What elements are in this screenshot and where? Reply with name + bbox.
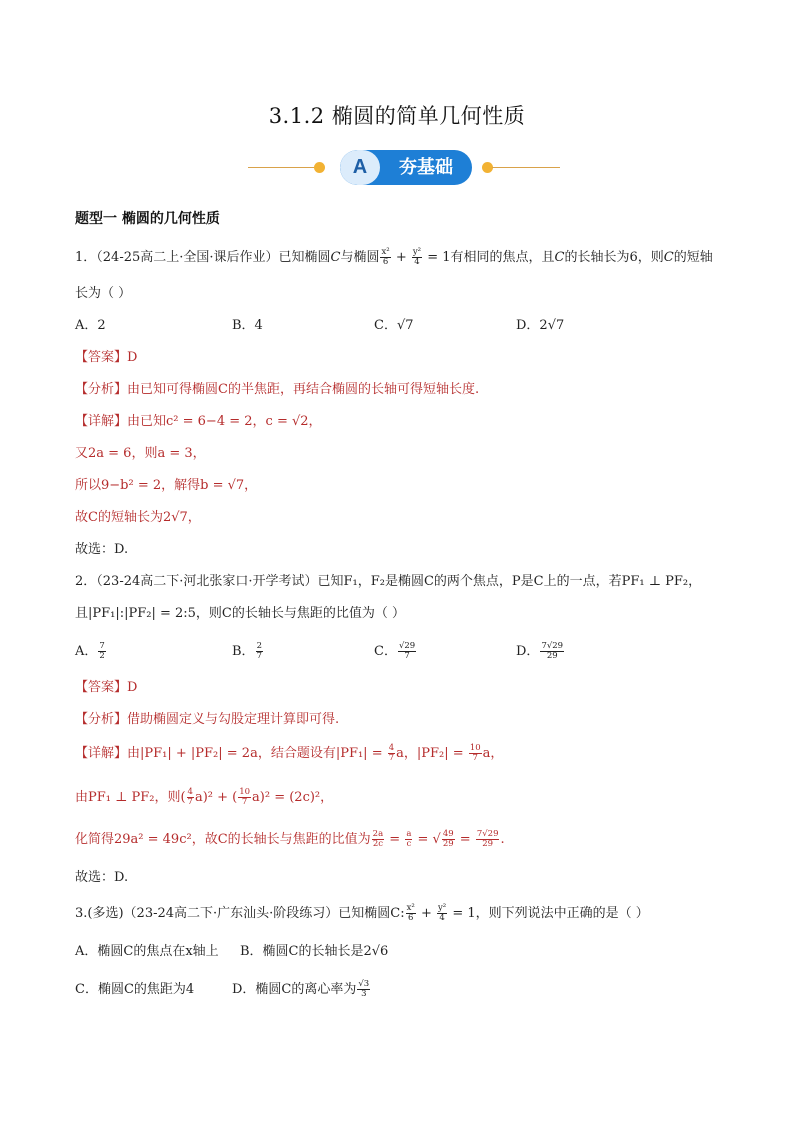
q2-analysis: 【分析】借助椭圆定义与勾股定理计算即可得.: [75, 712, 340, 727]
q3-option-c: C．椭圆C的焦距为4: [75, 982, 195, 997]
q3-option-d: D．椭圆C的离心率为 $\frac{√3}{3}$: [232, 979, 370, 999]
q2-option-b: B． $\frac{2}{7}$: [232, 641, 262, 661]
q2-detail-line2: 由PF₁ ⊥ PF₂，则( $\frac{4}{7}$ a)² + ( $\frac{10}{7}$ a)² = (2c)²，: [75, 787, 334, 807]
q2-option-d: D． $\frac{7√29}{29}$: [516, 641, 564, 661]
q1-answer: 【答案】D: [75, 350, 138, 365]
page-title: 3.1.2 椭圆的简单几何性质: [268, 104, 526, 128]
q2-option-a: A． $\frac{7}{2}$: [75, 641, 105, 661]
q1-analysis: 【分析】由已知可得椭圆C的半焦距，再结合椭圆的长轴可得短轴长度.: [75, 382, 480, 397]
q3-stem-line1: 3.(多选)（23-24高二下·广东汕头·阶段练习）已知椭圆C: $\frac{\text{x²}}{6}$ + $\frac{\text{y²}}{4}$ = 1，则下列说法中正确的是（ ）: [75, 903, 649, 923]
q1-option-b: B．4: [232, 318, 263, 333]
section-heading: 题型一 椭圆的几何性质: [75, 211, 220, 227]
q1-detail-line4: 故C的短轴长为2√7，: [75, 510, 201, 525]
q3-option-b: B．椭圆C的长轴长是2√6: [240, 944, 389, 959]
q2-detail-line3: 化简得29a² = 49c²，故C的长轴长与焦距的比值为 $\frac{2a}{2c}$ = $\frac{a}{c}$ = √ $\frac{49}{29}$ = $\frac{7√29}{29}$ .: [75, 829, 505, 849]
q1-frac-x: $\frac{\text{x²}}{6}$: [381, 247, 390, 267]
banner-line-right: [492, 167, 560, 168]
q2-answer: 【答案】D: [75, 680, 138, 695]
banner-line-left: [248, 167, 316, 168]
q1-detail-line2: 又2a = 6，则a = 3，: [75, 446, 206, 461]
q3-option-a: A．椭圆C的焦点在x轴上: [75, 944, 219, 959]
q1-option-c: C．√7: [374, 318, 414, 333]
q1-detail-line3: 所以9−b² = 2，解得b = √7，: [75, 478, 258, 493]
q1-stem-line2: 长为（ ）: [75, 286, 132, 301]
level-text: 夯基础: [399, 157, 453, 178]
q2-detail-line1: 【详解】由|PF₁| + |PF₂| = 2a，结合题设有|PF₁| = $\frac{4}{7}$ a，|PF₂| = $\frac{10}{7}$ a，: [75, 743, 504, 763]
q1-choose: 故选：D.: [75, 542, 129, 557]
q2-stem-line1: 2．（23-24高二下·河北张家口·开学考试）已知F₁，F₂是椭圆C的两个焦点，P是C上的一点，若PF₁ ⊥ PF₂，: [75, 574, 702, 589]
q1-frac-y: $\frac{\text{y²}}{4}$: [412, 247, 422, 267]
q2-stem-line2: 且|PF₁|:|PF₂| = 2:5，则C的长轴长与焦距的比值为（ ）: [75, 606, 406, 621]
q2-choose: 故选：D.: [75, 870, 129, 885]
level-letter: A: [340, 150, 380, 185]
q1-stem-line1: 1．（24-25高二上·全国·课后作业）已知椭圆C与椭圆 $\frac{\text{x²}}{6}$ + $\frac{\text{y²}}{4}$ = 1有相同的焦点，且C的长轴长为6，则C的短轴: [75, 247, 713, 267]
q2-option-c: C． $\frac{√29}{7}$: [374, 641, 416, 661]
q1-option-d: D．2√7: [516, 318, 565, 333]
level-banner: [0, 150, 794, 186]
level-pill: [340, 150, 472, 185]
q1-option-a: A．2: [75, 318, 106, 333]
q1-detail-line1: 【详解】由已知c² = 6−4 = 2，c = √2，: [75, 414, 322, 429]
banner-dot-left: [314, 162, 325, 173]
